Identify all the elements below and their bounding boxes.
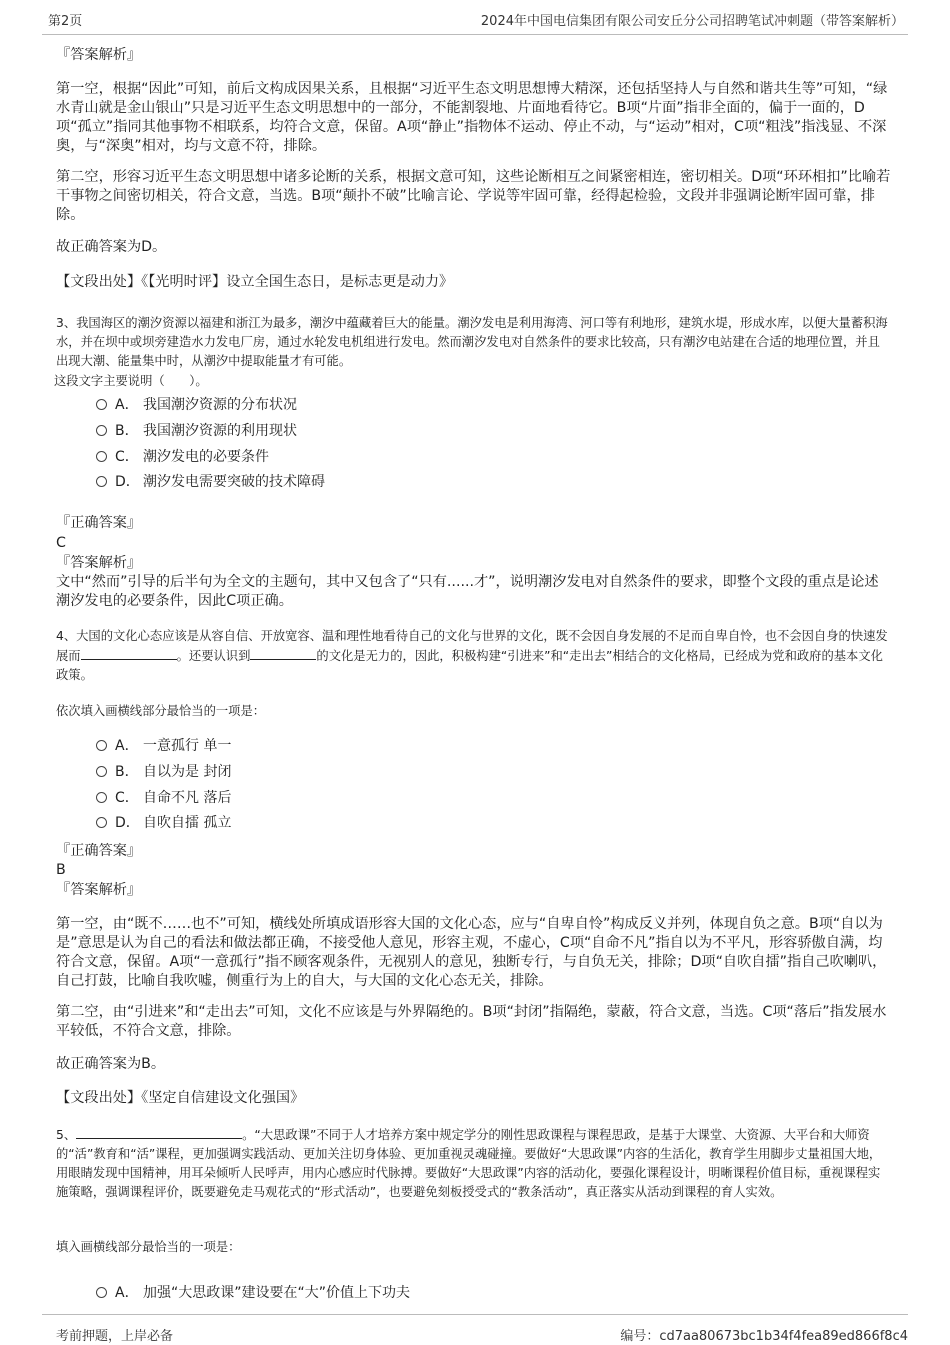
q3-option-d[interactable]: D． 潮汐发电需要突破的技术障碍	[96, 471, 325, 493]
q2-conclusion: 故正确答案为D。	[56, 239, 167, 255]
q3-analysis: 文中“然而”引导的后半句为全文的主题句，其中又包含了“只有......才”，说明潮汐发电对自然条件的要求，即整个文段的重点是论述潮汐发电的必要条件，因此C项正确。	[56, 574, 879, 609]
q4-analysis-p1: 第一空，由“既不……也不”可知，横线处所填成语形容大国的文化心态，应与“自卑自怜”构成反义并列，体现自负之意。B项“自以为是”意思是认为自己的看法和做法都正确，不接受他人意见，形容主观，不虚心，C项“自命不凡”指自以为不平凡，形容骄傲自满，均符合文意，保留。A项“一意孤行”指不顾客观条件，无视别人的意见，独断专行，与自负无关，排除；D项“自吹自擂”指自己吹喇叭，自己打鼓，比喻自我吹嘘，侧重行为上的自大，与大国的文化心态无关，排除。	[56, 916, 887, 989]
q4-conclusion: 故正确答案为B。	[56, 1056, 166, 1072]
q3-ask: 这段文字主要说明（ ）。	[54, 374, 208, 388]
radio-icon[interactable]	[96, 792, 107, 803]
radio-icon[interactable]	[96, 399, 107, 410]
q3-analysis-label: 『答案解析』	[56, 555, 142, 571]
q4-stem: 4、大国的文化心态应该是从容自信、开放宽容、温和理性地看待自己的文化与世界的文化，既不会因自身发展的不足而自卑自怜，也不会因自身的快速发展而 。还要认识到 的文化是无力的，因此，积极构建“引进来”和“走出去”相结合的文化格局，已经成为党和政府的基本文化政策。	[56, 629, 888, 682]
q5-option-a[interactable]: A． 加强“大思政课”建设要在“大”价值上下功夫	[96, 1282, 410, 1304]
q3-answer: C	[56, 535, 66, 551]
fill-blank	[81, 646, 177, 660]
footer-slogan: 考前押题，上岸必备	[56, 1329, 174, 1344]
page-footer	[42, 1314, 908, 1345]
q3-option-b[interactable]: B． 我国潮汐资源的利用现状	[96, 420, 297, 442]
q4-source: 【文段出处】《坚定自信建设文化强国》	[56, 1090, 305, 1106]
q2-analysis-label: 『答案解析』	[56, 47, 142, 63]
q4-analysis-label: 『答案解析』	[56, 882, 142, 898]
q2-analysis-p2: 第二空，形容习近平生态文明思想中诸多论断的关系，根据文意可知，这些论断相互之间紧密相连，密切相关。D项“环环相扣”比喻若干事物之间密切相关，符合文意，当选。B项“颠扑不破”比喻言论、学说等牢固可靠，经得起检验，文段并非强调论断牢固可靠，排除。	[56, 169, 891, 223]
q4-answer: B	[56, 862, 66, 878]
q4-answer-label: 『正确答案』	[56, 843, 142, 859]
q4-option-b[interactable]: B． 自以为是 封闭	[96, 761, 231, 783]
radio-icon[interactable]	[96, 476, 107, 487]
fill-blank	[250, 646, 316, 660]
q4-analysis-p2: 第二空，由“引进来”和“走出去”可知，文化不应该是与外界隔绝的。B项“封闭”指隔绝，蒙蔽，符合文意，当选。C项“落后”指发展水平较低，不符合文意，排除。	[56, 1004, 887, 1039]
q5-stem: 5、 。“大思政课”不同于人才培养方案中规定学分的刚性思政课程与课程思政，是基于大课堂、大资源、大平台和大师资的“活”教育和“活”课程，更加强调实践活动、更加关注切身体验、更加重视灵魂碰撞。要做好“大思政课”内容的生活化，教育学生用脚步丈量祖国大地，用眼睛发现中国精神，用耳朵倾听人民呼声，用内心感应时代脉搏。要做好“大思政课”内容的活动化，要强化课程设计，明晰课程价值目标，重视课程实施策略，强调课程评价，既要避免走马观花式的“形式活动”，也要避免刻板授受式的“教条活动”，真正落实从活动到课程的育人实效。	[56, 1125, 892, 1202]
radio-icon[interactable]	[96, 766, 107, 777]
radio-icon[interactable]	[96, 425, 107, 436]
q3-stem: 3、我国海区的潮汐资源以福建和浙江为最多，潮汐中蕴藏着巨大的能量。潮汐发电是利用海湾、河口等有利地形，建筑水堤，形成水库，以便大量蓄积海水，并在坝中或坝旁建造水力发电厂房，通过水轮发电机组进行发电。然而潮汐发电对自然条件的要求比较高，只有潮汐电站建在合适的地理位置，并且出现大潮、能量集中时，从潮汐中提取能量才有可能。	[56, 316, 888, 368]
page-number: 第2页	[48, 14, 83, 29]
q4-ask: 依次填入画横线部分最恰当的一项是：	[56, 704, 266, 718]
q4-option-a[interactable]: A． 一意孤行 单一	[96, 735, 231, 757]
radio-icon[interactable]	[96, 1287, 107, 1298]
page-header	[42, 0, 908, 35]
q2-source: 【文段出处】《【光明时评】设立全国生态日，是标志更是动力》	[56, 274, 454, 290]
radio-icon[interactable]	[96, 740, 107, 751]
radio-icon[interactable]	[96, 451, 107, 462]
q2-analysis-p1: 第一空，根据“因此”可知，前后文构成因果关系，且根据“习近平生态文明思想博大精深，还包括坚持人与自然和谐共生等”可知，“绿水青山就是金山银山”只是习近平生态文明思想中的一部分，不能割裂地、片面地看待它。B项“片面”指非全面的，偏于一面的，D项“孤立”指同其他事物不相联系，均符合文意，保留。A项“静止”指物体不运动、停止不动，与“运动”相对，C项“粗浅”指浅显、不深奥，与“深奥”相对，均与文意不符，排除。	[56, 81, 888, 154]
q4-option-c[interactable]: C． 自命不凡 落后	[96, 787, 231, 809]
document-id: 编号：cd7aa80673bc1b34f4fea89ed866f8c4	[620, 1329, 908, 1344]
q3-answer-label: 『正确答案』	[56, 515, 142, 531]
document-title: 2024年中国电信集团有限公司安丘分公司招聘笔试冲刺题（带答案解析）	[480, 14, 904, 29]
q4-option-d[interactable]: D． 自吹自擂 孤立	[96, 812, 231, 834]
q5-ask: 填入画横线部分最恰当的一项是：	[56, 1240, 241, 1254]
q3-option-a[interactable]: A． 我国潮汐资源的分布状况	[96, 394, 297, 416]
fill-blank	[76, 1125, 242, 1139]
radio-icon[interactable]	[96, 817, 107, 828]
q3-option-c[interactable]: C． 潮汐发电的必要条件	[96, 446, 269, 468]
